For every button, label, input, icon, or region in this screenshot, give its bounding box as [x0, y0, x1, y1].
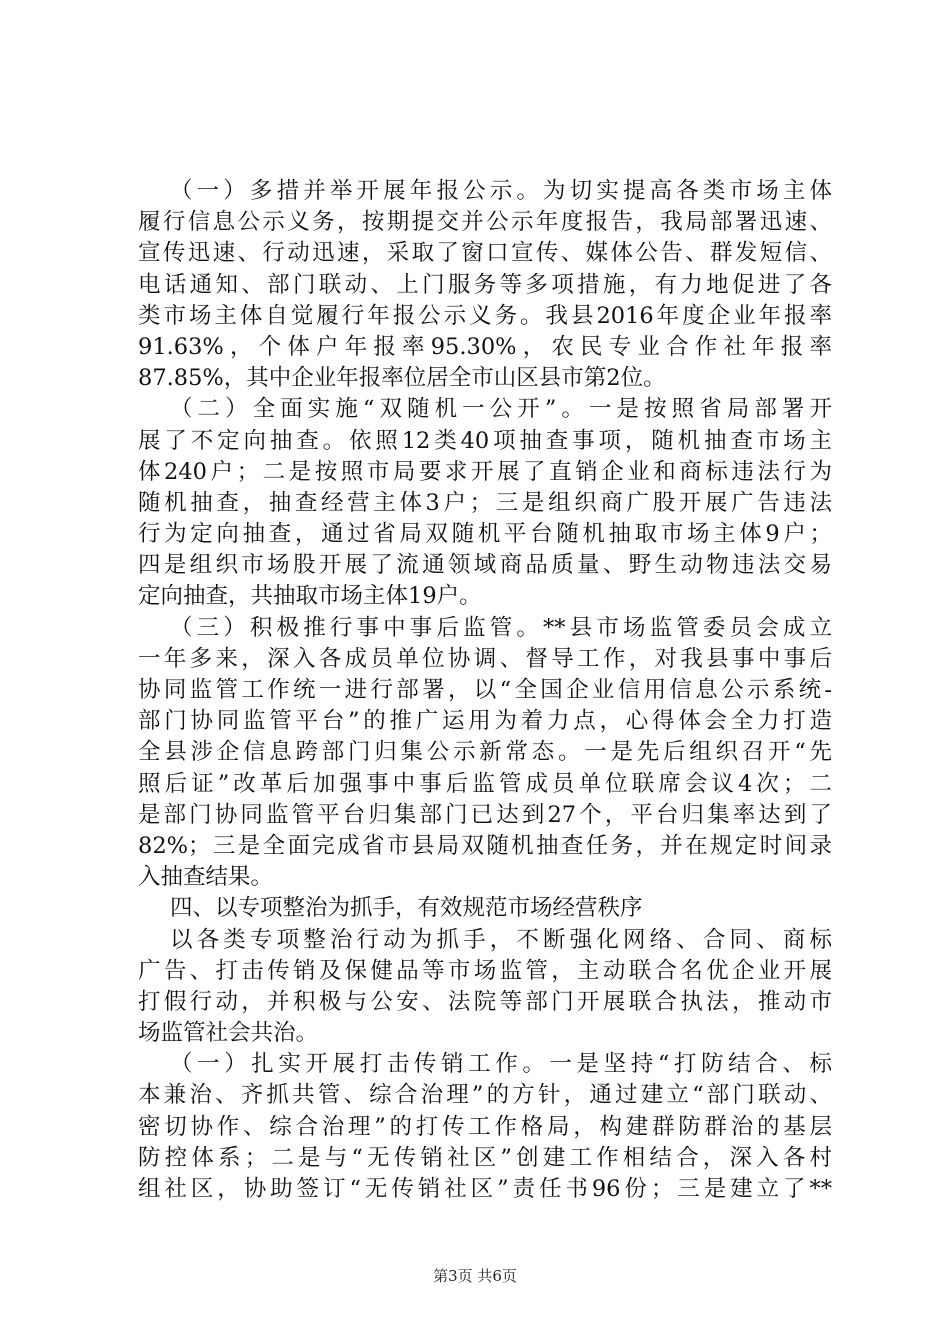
page-number: 第3页 共6页: [433, 1267, 517, 1285]
text-line: 防控体系；二是与“无传销社区”创建工作相结合，深入各村: [138, 1144, 832, 1171]
text-line: 组社区，协助签订“无传销社区”责任书96份；三是建立了**: [138, 1176, 832, 1202]
text-line: （二）全面实施“双随机一公开”。一是按照省局部署开: [170, 396, 832, 423]
text-line: 四是组织市场股开展了流通领域商品质量、野生动物违法交易: [138, 552, 832, 579]
text-line: 部门协同监管平台”的推广运用为着力点，心得体会全力打造: [138, 708, 832, 735]
text-line: （一）多措并举开展年报公示。为切实提高各类市场主体: [170, 178, 832, 204]
text-line: 一年多来，深入各成员单位协调、督导工作，对我县事中事后: [138, 645, 832, 672]
text-line: 87.85%，其中企业年报率位居全市山区县市第2位。: [138, 365, 666, 392]
text-line: （一）扎实开展打击传销工作。一是坚持“打防结合、标: [170, 1051, 832, 1078]
text-line: 电话通知、部门联动、上门服务等多项措施，有力地促进了各: [138, 271, 832, 298]
text-line: 照后证”改革后加强事中事后监管成员单位联席会议4次；二: [138, 770, 832, 797]
text-line: 类市场主体自觉履行年报公示义务。我县2016年度企业年报率: [138, 302, 832, 329]
paragraph-double-random-inspection: [138, 394, 832, 612]
text-line: 入抽查结果。: [138, 864, 274, 891]
text-line: 打假行动，并积极与公安、法院等部门开展联合执法，推动市: [138, 988, 832, 1015]
text-line: 广告、打击传销及保健品等市场监管，主动联合名优企业开展: [138, 957, 832, 984]
text-line: 是部门协同监管平台归集部门已达到27个，平台归集率达到了: [138, 801, 832, 828]
text-line: 本兼治、齐抓共管、综合治理”的方针，通过建立“部门联动、: [138, 1082, 832, 1109]
text-line: 以各类专项整治行动为抓手，不断强化网络、合同、商标: [170, 926, 832, 953]
paragraph-anti-pyramid-selling: [138, 1049, 832, 1205]
text-line: 体240户；二是按照市局要求开展了直销企业和商标违法行为: [138, 458, 832, 485]
text-line: 协同监管工作统一进行部署，以“全国企业信用信息公示系统-: [138, 677, 832, 703]
text-line: 行为定向抽查，通过省局双随机平台随机抽取市场主体9户；: [138, 521, 832, 548]
section-heading-special-rectification: [138, 893, 832, 924]
paragraph-annual-report-publicity: [138, 176, 832, 394]
paragraph-special-rectification-intro: [138, 925, 832, 1050]
text-line: 密切协作、综合治理”的打传工作格局，构建群防群治的基层: [138, 1113, 832, 1140]
text-line: 91.63%，个体户年报率95.30%，农民专业合作社年报率: [138, 333, 832, 360]
text-line: （三）积极推行事中事后监管。**县市场监管委员会成立: [170, 614, 832, 641]
text-line: 定向抽查，共抽取市场主体19户。: [138, 583, 482, 610]
text-line: 场监管社会共治。: [138, 1020, 319, 1047]
text-line: 82%；三是全面完成省市县局双随机抽查任务，并在规定时间录: [138, 832, 832, 859]
text-line: 全县涉企信息跨部门归集公示新常态。一是先后组织召开“先: [138, 739, 832, 766]
paragraph-interim-post-supervision: [138, 613, 832, 894]
section-heading: 四、以专项整治为抓手，有效规范市场经营秩序: [170, 895, 643, 922]
text-line: 随机抽查，抽查经营主体3户；三是组织商广股开展广告违法: [138, 489, 832, 516]
text-line: 宣传迅速、行动迅速，采取了窗口宣传、媒体公告、群发短信、: [138, 240, 832, 267]
text-line: 展了不定向抽查。依照12类40项抽查事项，随机抽查市场主: [138, 427, 832, 454]
document-body: [138, 176, 832, 1205]
text-line: 履行信息公示义务，按期提交并公示年度报告，我局部署迅速、: [138, 209, 832, 236]
